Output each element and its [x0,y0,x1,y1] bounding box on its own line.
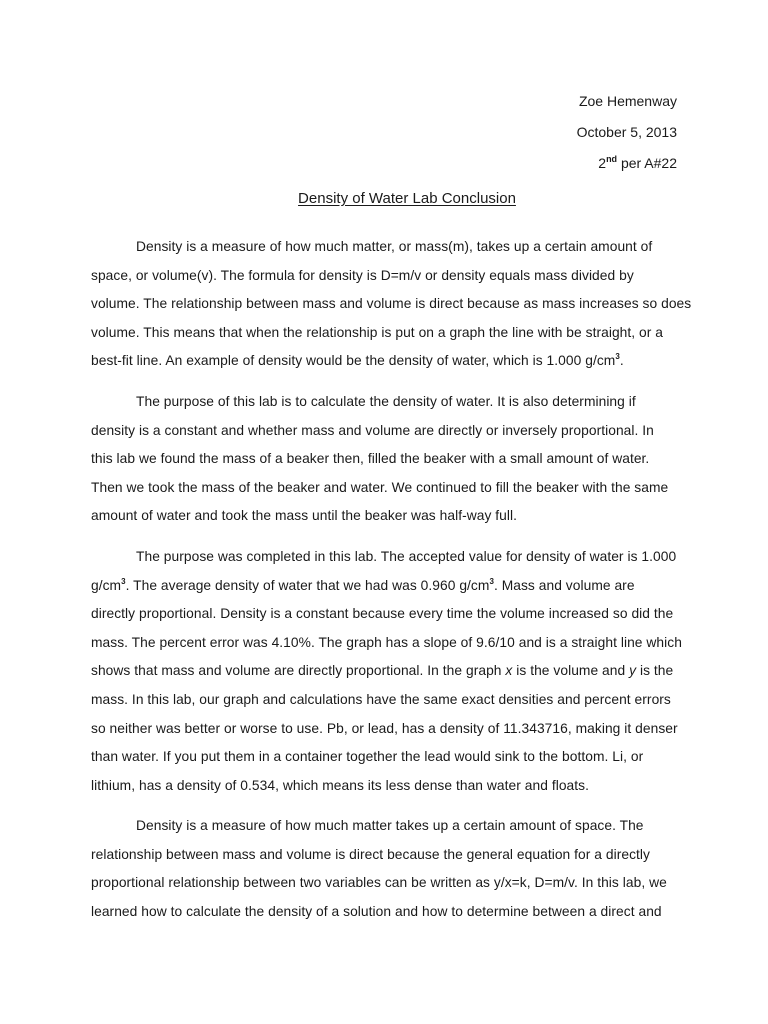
text-run: . Mass and volume are [493,577,635,593]
text-line: amount of water and took the mass until the beaker was half-way full. [91,508,518,524]
text-run: best-fit line. An example of density would be the density of water, which is 1.000 g/cm [91,353,616,369]
text-line: learned how to calculate the density of a solution and how to determine between a direct and [91,904,662,920]
text-line: space, or volume(v). The formula for density is D=m/v or density equals mass divided by [91,267,634,283]
italic-variable: x [505,663,513,679]
superscript: 3 [489,576,494,586]
paragraph-3 [91,543,682,800]
period-suffix: nd [606,154,618,164]
text-line: density is a constant and whether mass and volume are directly or inversely proportional. In [91,422,654,438]
document-date: October 5, 2013 [576,124,677,140]
text-line: than water. If you put them in a container together the lead would sink to the bottom. Li, or [91,749,644,765]
body-text [91,233,692,939]
author-name: Zoe Hemenway [578,93,677,109]
text-line [91,657,678,686]
text-line: Then we took the mass of the beaker and water. We continued to fill the beaker with the same [91,479,669,495]
text-run: is the volume and [512,663,630,679]
text-run: shows that mass and volume are directly proportional. In the graph [91,663,506,679]
text-run: is the [636,663,674,679]
text-line [91,572,678,601]
text-line: proportional relationship between two variables can be written as y/x=k, D=m/v. In this lab, we [91,875,667,891]
text-line: so neither was better or worse to use. Pb, or lead, has a density of 11.343716, making it denser [91,720,678,736]
header-block [577,93,677,186]
paragraph-1 [91,233,692,376]
text-line: mass. The percent error was 4.10%. The graph has a slope of 9.6/10 and is a straight line which [91,634,682,650]
text-line: volume. The relationship between mass and volume is direct because as mass increases so does [91,296,692,312]
superscript: 3 [615,352,620,362]
text-line: lithium, has a density of 0.534, which means its less dense than water and floats. [91,777,589,793]
text-line: Density is a measure of how much matter takes up a certain amount of space. The [136,818,644,834]
italic-variable: y [629,663,637,679]
text-line: directly proportional. Density is a constant because every time the volume increased so did the [91,606,674,622]
text-line: The purpose was completed in this lab. The accepted value for density of water is 1.000 [136,548,677,564]
text-run: . The average density of water that we had was 0.960 g/cm [125,577,490,593]
text-line: this lab we found the mass of a beaker then, filled the beaker with a small amount of water. [91,451,650,467]
text-line: Density is a measure of how much matter, or mass(m), takes up a certain amount of [136,239,653,254]
text-line [91,347,678,376]
text-line: relationship between mass and volume is direct because the general equation for a directly [91,846,650,862]
period-number: 2 [598,155,607,171]
text-line: volume. This means that when the relationship is put on a graph the line with be straight, or a [91,324,664,340]
text-run: g/cm [91,577,122,593]
paragraph-2 [91,388,678,531]
class-period [577,155,677,186]
period-rest: per A#22 [617,155,677,171]
text-run: . [619,353,624,369]
text-line: The purpose of this lab is to calculate the density of water. It is also determining if [136,393,636,409]
superscript: 3 [121,576,126,586]
paragraph-4 [91,812,678,926]
document-title: Density of Water Lab Conclusion [298,190,516,207]
text-line: mass. In this lab, our graph and calculations have the same exact densities and percent errors [91,691,671,707]
